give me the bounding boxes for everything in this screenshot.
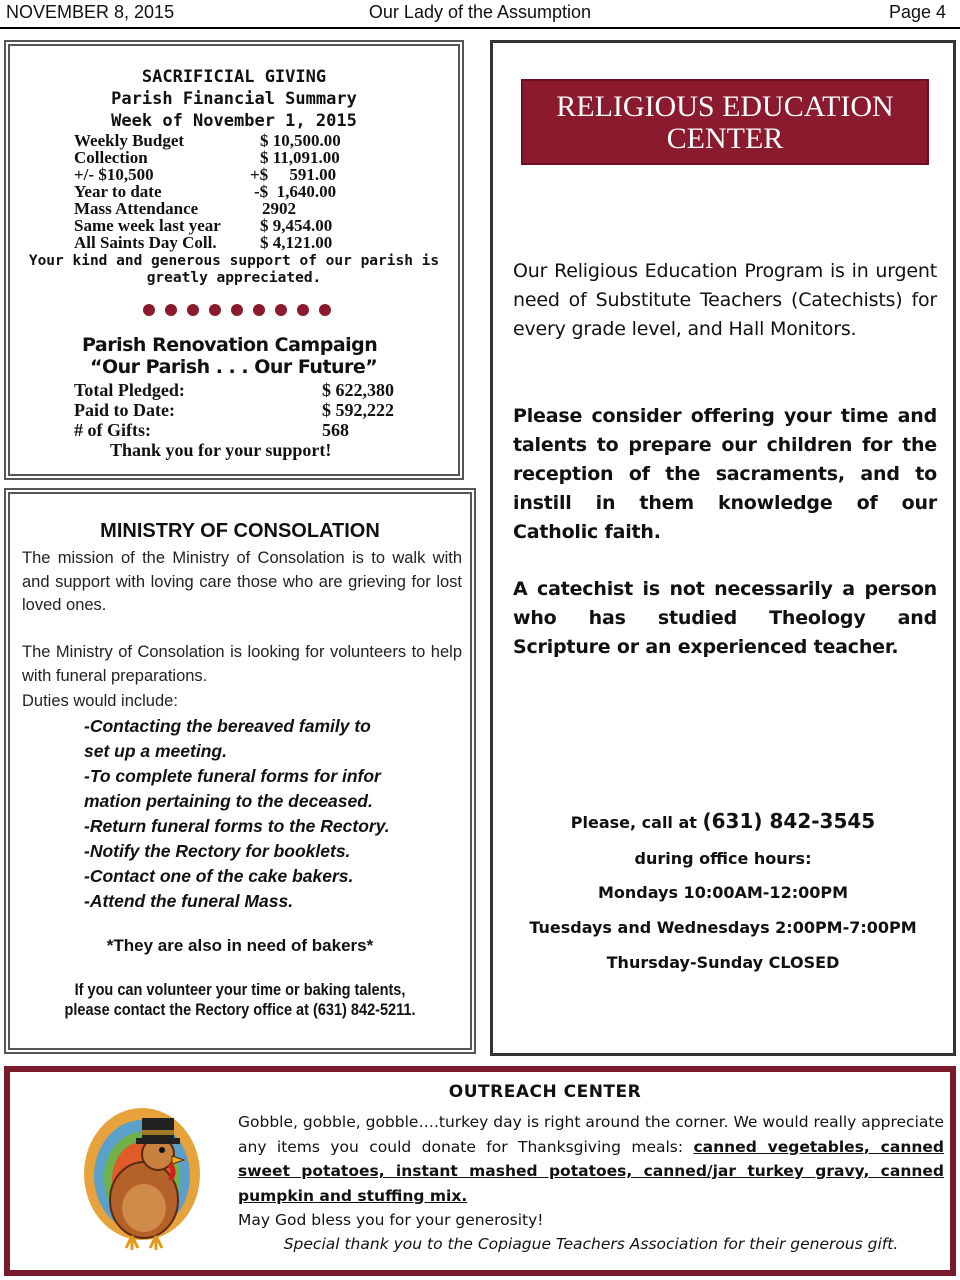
donation-items: canned vegetables, canned sweet potatoes, instant mashed potatoes, canned/jar turkey gravy, canned pumpkin and stuffing mix. xyxy=(238,1137,944,1205)
duty-item: -Attend the funeral Mass. xyxy=(84,891,294,911)
ministry-mission: The mission of the Ministry of Consolation is to walk with and support with loving care those who are grieving for lost loved ones. xyxy=(22,549,462,614)
giving-thanks: greatly appreciated. xyxy=(146,270,322,286)
bakers-note: *They are also in need of bakers* xyxy=(106,936,374,955)
religious-education-box xyxy=(490,40,956,1056)
catechist-note: A catechist is not necessarily a person who has studied Theology and Scripture or an experienced teacher. xyxy=(513,578,937,658)
bullet-dot xyxy=(143,304,155,316)
religious-appeal: Please consider offering your time and talents to prepare our children for the reception of the sacraments, and to instill in them knowledge of our Catholic faith. xyxy=(513,405,937,543)
outreach-blessing: May God bless you for your generosity! xyxy=(238,1211,544,1229)
ministry-of-consolation-box xyxy=(4,488,476,1054)
phone-number: (631) 842-3545 xyxy=(702,809,876,833)
ministry-duties-intro: Duties would include: xyxy=(22,692,178,710)
ministry-volunteers: The Ministry of Consolation is looking for volunteers to help with funeral preparations. xyxy=(22,643,462,685)
header-rule xyxy=(0,27,960,29)
office-hours: Thursday-Sunday CLOSED xyxy=(606,953,840,972)
bullet-dot xyxy=(319,304,331,316)
header-date: NOVEMBER 8, 2015 xyxy=(6,2,175,22)
campaign-title: Parish Renovation Campaign xyxy=(82,334,378,356)
header-parish: Our Lady of the Assumption xyxy=(368,2,592,22)
ministry-title: MINISTRY OF CONSOLATION xyxy=(100,520,380,542)
call-line: Please, call at (631) 842-3545 xyxy=(570,809,876,833)
office-hours: Tuesdays and Wednesdays 2:00PM-7:00PM xyxy=(529,918,917,937)
office-hours: Mondays 10:00AM-12:00PM xyxy=(597,883,849,902)
outreach-thanks: Special thank you to the Copiague Teachers Association for their generous gift. xyxy=(283,1235,899,1253)
page-header xyxy=(0,0,960,26)
duty-item: -Notify the Rectory for booklets. xyxy=(84,841,351,861)
bullet-dot xyxy=(297,304,309,316)
bullet-dot xyxy=(209,304,221,316)
header-page-number: Page 4 xyxy=(888,2,946,22)
giving-subtitle: Parish Financial Summary xyxy=(111,89,357,109)
bullet-dot xyxy=(275,304,287,316)
duty-item: -Contact one of the cake bakers. xyxy=(84,866,354,886)
ministry-contact: If you can volunteer your time or baking talents, please contact the Rectory office at (631) 842-5211. xyxy=(64,981,416,1019)
campaign-subtitle: “Our Parish . . . Our Future” xyxy=(90,356,378,378)
duty-item: mation pertaining to the deceased. xyxy=(84,791,373,811)
outreach-appeal: Gobble, gobble, gobble….turkey day is right around the corner. We would really appreciate any items you could donate for Thanksgiving meals: canned vegetables, canned sweet potatoes, instant mashed potatoes, canned/jar turkey gravy, canned pumpkin and stuffing mix. xyxy=(238,1113,944,1205)
religious-need: Our Religious Education Program is in urgent need of Substitute Teachers (Catechists) for every grade level, and Hall Monitors. xyxy=(513,260,937,340)
outreach-title: OUTREACH CENTER xyxy=(448,1082,642,1102)
bullet-dot xyxy=(253,304,265,316)
bullet-dot xyxy=(165,304,177,316)
bullet-dot xyxy=(187,304,199,316)
bullet-dot xyxy=(231,304,243,316)
duty-item: -Return funeral forms to the Rectory. xyxy=(84,816,390,836)
giving-week: Week of November 1, 2015 xyxy=(111,111,357,131)
duty-item: -Contacting the bereaved family to xyxy=(84,716,371,736)
turkey-icon xyxy=(80,1096,210,1256)
duty-item: -To complete funeral forms for infor xyxy=(84,766,381,786)
office-hours: during office hours: xyxy=(634,849,812,868)
religious-education-banner: RELIGIOUS EDUCATION CENTER xyxy=(521,79,929,165)
duty-item: set up a meeting. xyxy=(84,741,227,761)
giving-thanks: Your kind and generous support of our parish is xyxy=(28,253,440,269)
outreach-center-box xyxy=(4,1066,956,1276)
sacrificial-giving-box: SACRIFICIAL GIVING Parish Financial Summary Week of November 1, 2015 Weekly Budget $ 10,500.00 Collection $ 11,091.00 +/- $10,500 +$ 591.00 Year to date -$ 1,640.00 Mass Attendance 2902 Same week last year $ 9,454.00 All Saints Day Coll. $ 4,121.00 Your kind and generous support of our parish is greatly appreciated. Parish Renovation Campaign “Our Parish . . . Our Future” Total Pledged: $ 622,380 Paid to Date: $ 592,222 # of Gifts: 568 Thank you for your support! xyxy=(4,40,464,480)
giving-title: SACRIFICIAL GIVING xyxy=(141,67,327,87)
